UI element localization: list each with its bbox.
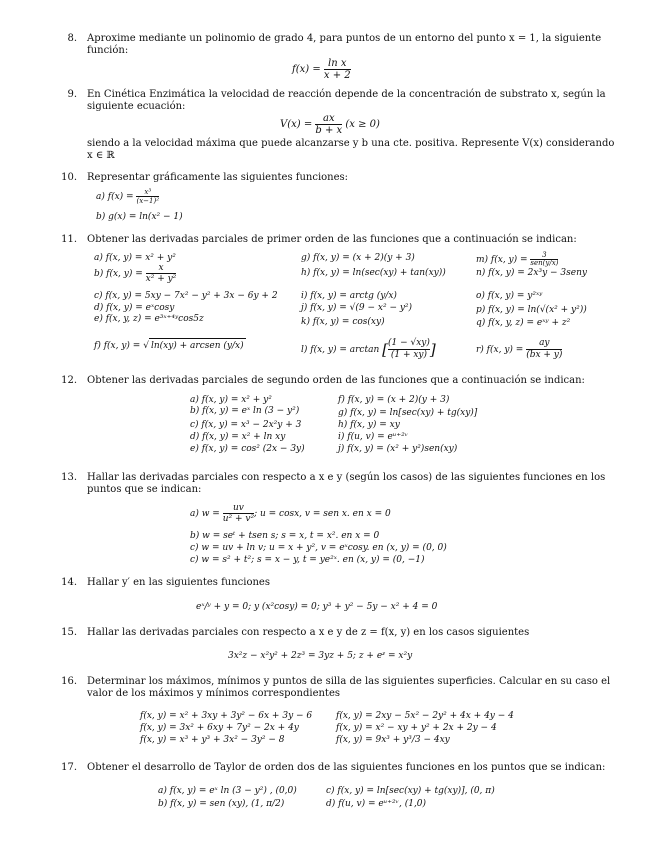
problem-13-a-numerator: uv bbox=[232, 503, 244, 513]
problem-8-number: 8. bbox=[67, 33, 77, 44]
problem-11-item-c: c) f(x, y) = 5xy − 7x² − y² + 3x − 6y + 2 bbox=[94, 291, 278, 301]
problem-11-item-r bbox=[476, 338, 562, 361]
problem-9-text-line4: x ∈ ℝ bbox=[87, 150, 115, 161]
problem-8-text-line1: Aproxime mediante un polinomio de grado 4, para puntos de un entorno del punto x = 1, la siguiente bbox=[87, 33, 602, 44]
problem-15-text: Hallar las derivadas parciales con respecto a x e y de z = f(x, y) en los casos siguientes bbox=[87, 627, 530, 638]
problem-10-a-label: a) bbox=[96, 192, 105, 202]
problem-9-vx: V(x) = bbox=[280, 119, 313, 130]
problem-14-number: 14. bbox=[61, 577, 77, 588]
problem-17-text: Obtener el desarrollo de Taylor de orden dos de las siguientes funciones en los puntos que se indican: bbox=[87, 762, 606, 773]
problem-12-item-c: c) f(x, y) = x³ − 2x²y + 3 bbox=[190, 420, 302, 430]
problem-11-r-pre: r) f(x, y) = bbox=[476, 345, 524, 355]
problem-12-item-d: d) f(x, y) = x² + ln xy bbox=[190, 432, 286, 442]
problem-14-equations: eˣ/ʸ + y = 0; y (x²cosy) = 0; y³ + y² − 5y − x² + 4 = 0 bbox=[196, 602, 438, 612]
problem-13-number: 13. bbox=[61, 472, 77, 483]
problem-10-item-a bbox=[96, 188, 159, 205]
problem-11-number: 11. bbox=[61, 234, 77, 245]
problem-12-item-h: h) f(x, y) = xy bbox=[338, 420, 400, 430]
problem-16-text-line1: Determinar los máximos, mínimos y puntos de silla de las siguientes superficies. Calcular en su caso el bbox=[87, 676, 611, 687]
problem-11-item-e: e) f(x, y, z) = e³ˣ⁺⁴ʸcos5z bbox=[94, 314, 204, 324]
problem-16-right-1: f(x, y) = 2xy − 5x² − 2y² + 4x + 4y − 4 bbox=[336, 711, 514, 721]
problem-17-item-b: b) f(x, y) = sen (xy), (1, π/2) bbox=[158, 799, 285, 809]
problem-16-right-3: f(x, y) = 9x³ + y³/3 − 4xy bbox=[336, 735, 450, 745]
problem-11-b-pre: b) f(x, y) = bbox=[94, 269, 143, 279]
problem-11-item-d: d) f(x, y) = eˣcosy bbox=[94, 303, 175, 313]
problem-17-item-d: d) f(u, v) = eᵘ⁺²ᵛ, (1,0) bbox=[326, 799, 427, 809]
problem-10-number: 10. bbox=[61, 172, 77, 183]
problem-8-denominator: x + 2 bbox=[323, 70, 351, 81]
problem-13-item-b: b) w = seᵗ + tsen s; s = x, t = x². en x = 0 bbox=[190, 531, 380, 541]
problem-17-number: 17. bbox=[61, 762, 77, 773]
problem-14-text: Hallar y′ en las siguientes funciones bbox=[87, 577, 270, 588]
problem-10-text: Representar gráficamente las siguientes funciones: bbox=[87, 172, 349, 183]
problem-11-m-numerator: 3 bbox=[542, 251, 547, 259]
problem-11-l-numerator: (1 − √xy) bbox=[387, 338, 430, 348]
problem-11-l-pre: l) f(x, y) = arctan bbox=[301, 345, 380, 355]
problem-11-item-g: g) f(x, y) = (x + 2)(y + 3) bbox=[301, 253, 415, 263]
problem-11-f-radicand: ln(xy) + arcsen (y/x) bbox=[149, 338, 246, 351]
problem-12-item-e: e) f(x, y) = cos² (2x − 3y) bbox=[190, 444, 305, 454]
problem-17-item-c: c) f(x, y) = ln[sec(xy) + tg(xy)], (0, π) bbox=[326, 786, 495, 796]
problem-11-item-m bbox=[476, 252, 558, 267]
problem-9-formula bbox=[280, 113, 380, 136]
problem-13-text-line2: puntos que se indican: bbox=[87, 484, 202, 495]
problem-13-item-a bbox=[190, 503, 391, 524]
problem-13-item-d: c) w = s² + t²; s = x − y, t = ye²ˣ. en (x, y) = (0, −1) bbox=[190, 555, 425, 565]
problem-12-number: 12. bbox=[61, 375, 77, 386]
problem-12-item-b: b) f(x, y) = eˣ ln (3 − y²) bbox=[190, 406, 300, 416]
problem-8-numerator: ln x bbox=[328, 58, 347, 69]
problem-9-text-line3: siendo a la velocidad máxima que puede alcanzarse y b una cte. positiva. Represente V(x) considerando bbox=[87, 138, 615, 149]
problem-13-a-pre: a) w = bbox=[190, 509, 220, 519]
problem-11-item-p: p) f(x, y) = ln(√(x² + y²)) bbox=[476, 305, 587, 315]
problem-12-item-g: g) f(x, y) = ln[sec(xy) + tg(xy)] bbox=[338, 408, 478, 418]
problem-9-numerator: ax bbox=[323, 113, 335, 124]
problem-10-a-denominator: (x−1)² bbox=[136, 197, 160, 205]
problem-11-item-n: n) f(x, y) = 2x³y − 3seny bbox=[476, 268, 587, 278]
problem-17-item-a: a) f(x, y) = eˣ ln (3 − y²) , (0,0) bbox=[158, 786, 297, 796]
problem-11-b-numerator: x bbox=[158, 263, 164, 273]
problem-11-b-denominator: x² + y² bbox=[145, 274, 177, 284]
problem-11-r-numerator: ay bbox=[539, 338, 550, 348]
problem-11-f-pre: f) f(x, y) = √ bbox=[94, 341, 149, 351]
problem-13-text-line1: Hallar las derivadas parciales con respecto a x e y (según los casos) de las siguientes funciones en los bbox=[87, 472, 606, 483]
problem-15-equations: 3x²z − x²y² + 2z³ = 3yz + 5; z + eᶻ = x²y bbox=[228, 651, 413, 661]
problem-12-item-f: f) f(x, y) = (x + 2)(y + 3) bbox=[338, 395, 450, 405]
problem-9-text-line2: siguiente ecuación: bbox=[87, 101, 186, 112]
problem-11-item-b bbox=[94, 263, 176, 284]
problem-12-item-j: j) f(x, y) = (x² + y²)sen(xy) bbox=[338, 444, 458, 454]
problem-11-m-denominator: sen(y/x) bbox=[530, 259, 559, 267]
problem-12-text: Obtener las derivadas parciales de segundo orden de las funciones que a continuación se indican: bbox=[87, 375, 585, 386]
problem-16-right-2: f(x, y) = x² − xy + y² + 2x + 2y − 4 bbox=[336, 723, 497, 733]
problem-16-left-1: f(x, y) = x² + 3xy + 3y² − 6x + 3y − 6 bbox=[140, 711, 313, 721]
problem-11-item-h: h) f(x, y) = ln(sec(xy) + tan(xy)) bbox=[301, 268, 446, 278]
problem-8-fx: f(x) = bbox=[292, 64, 321, 75]
problem-9-condition: (x ≥ 0) bbox=[345, 119, 380, 130]
problem-11-item-j: j) f(x, y) = √(9 − x² − y²) bbox=[301, 303, 413, 313]
problem-13-a-post: ; u = cosx, v = sen x. en x = 0 bbox=[254, 509, 391, 519]
problem-11-m-pre: m) f(x, y) = bbox=[476, 255, 528, 265]
problem-12-item-i: i) f(u, v) = eᵘ⁺²ᵛ bbox=[338, 432, 409, 442]
problem-9-denominator: b + x bbox=[315, 125, 343, 136]
problem-11-l-denominator: (1 + xy) bbox=[388, 349, 430, 361]
problem-11-r-denominator: (bx + y) bbox=[526, 350, 563, 360]
problem-11-item-q: q) f(x, y, z) = eˣʸ + z² bbox=[476, 318, 571, 328]
problem-11-item-k: k) f(x, y) = cos(xy) bbox=[301, 317, 385, 327]
problem-11-text: Obtener las derivadas parciales de primer orden de las funciones que a continuación se indican: bbox=[87, 234, 577, 245]
problem-12-item-a: a) f(x, y) = x² + y² bbox=[190, 395, 272, 405]
problem-9-number: 9. bbox=[67, 89, 77, 100]
problem-13-a-denominator: u² + v² bbox=[222, 514, 255, 524]
problem-10-item-b: b) g(x) = ln(x² − 1) bbox=[96, 212, 183, 222]
problem-10-a-fx: f(x) = bbox=[107, 192, 134, 202]
problem-16-left-3: f(x, y) = x³ + y³ + 3x² − 3y² − 8 bbox=[140, 735, 285, 745]
problem-11-item-i: i) f(x, y) = arctg (y/x) bbox=[301, 291, 397, 301]
problem-16-number: 16. bbox=[61, 676, 77, 687]
problem-16-text-line2: valor de los máximos y mínimos correspondientes bbox=[87, 688, 340, 699]
problem-9-text-line1: En Cinética Enzimática la velocidad de reacción depende de la concentración de substrato x, según la bbox=[87, 89, 606, 100]
problem-8-text-line2: función: bbox=[87, 45, 129, 56]
problem-11-item-o: o) f(x, y) = y²ˣʸ bbox=[476, 291, 543, 301]
problem-10-a-numerator: x³ bbox=[144, 188, 152, 196]
problem-11-item-f bbox=[94, 340, 246, 352]
problem-13-item-c: c) w = uv + ln v; u = x + y², v = eˣcosy. en (x, y) = (0, 0) bbox=[190, 543, 447, 553]
problem-11-item-a: a) f(x, y) = x² + y² bbox=[94, 253, 176, 263]
problem-8-formula bbox=[292, 58, 351, 81]
problem-15-number: 15. bbox=[61, 627, 77, 638]
problem-11-item-l: l) f(x, y) = arctan [ $\frac{(1 - √xy)}{(1 + xy)}$ ] bbox=[301, 338, 436, 360]
problem-16-left-2: f(x, y) = 3x² + 6xy + 7y² − 2x + 4y bbox=[140, 723, 299, 733]
